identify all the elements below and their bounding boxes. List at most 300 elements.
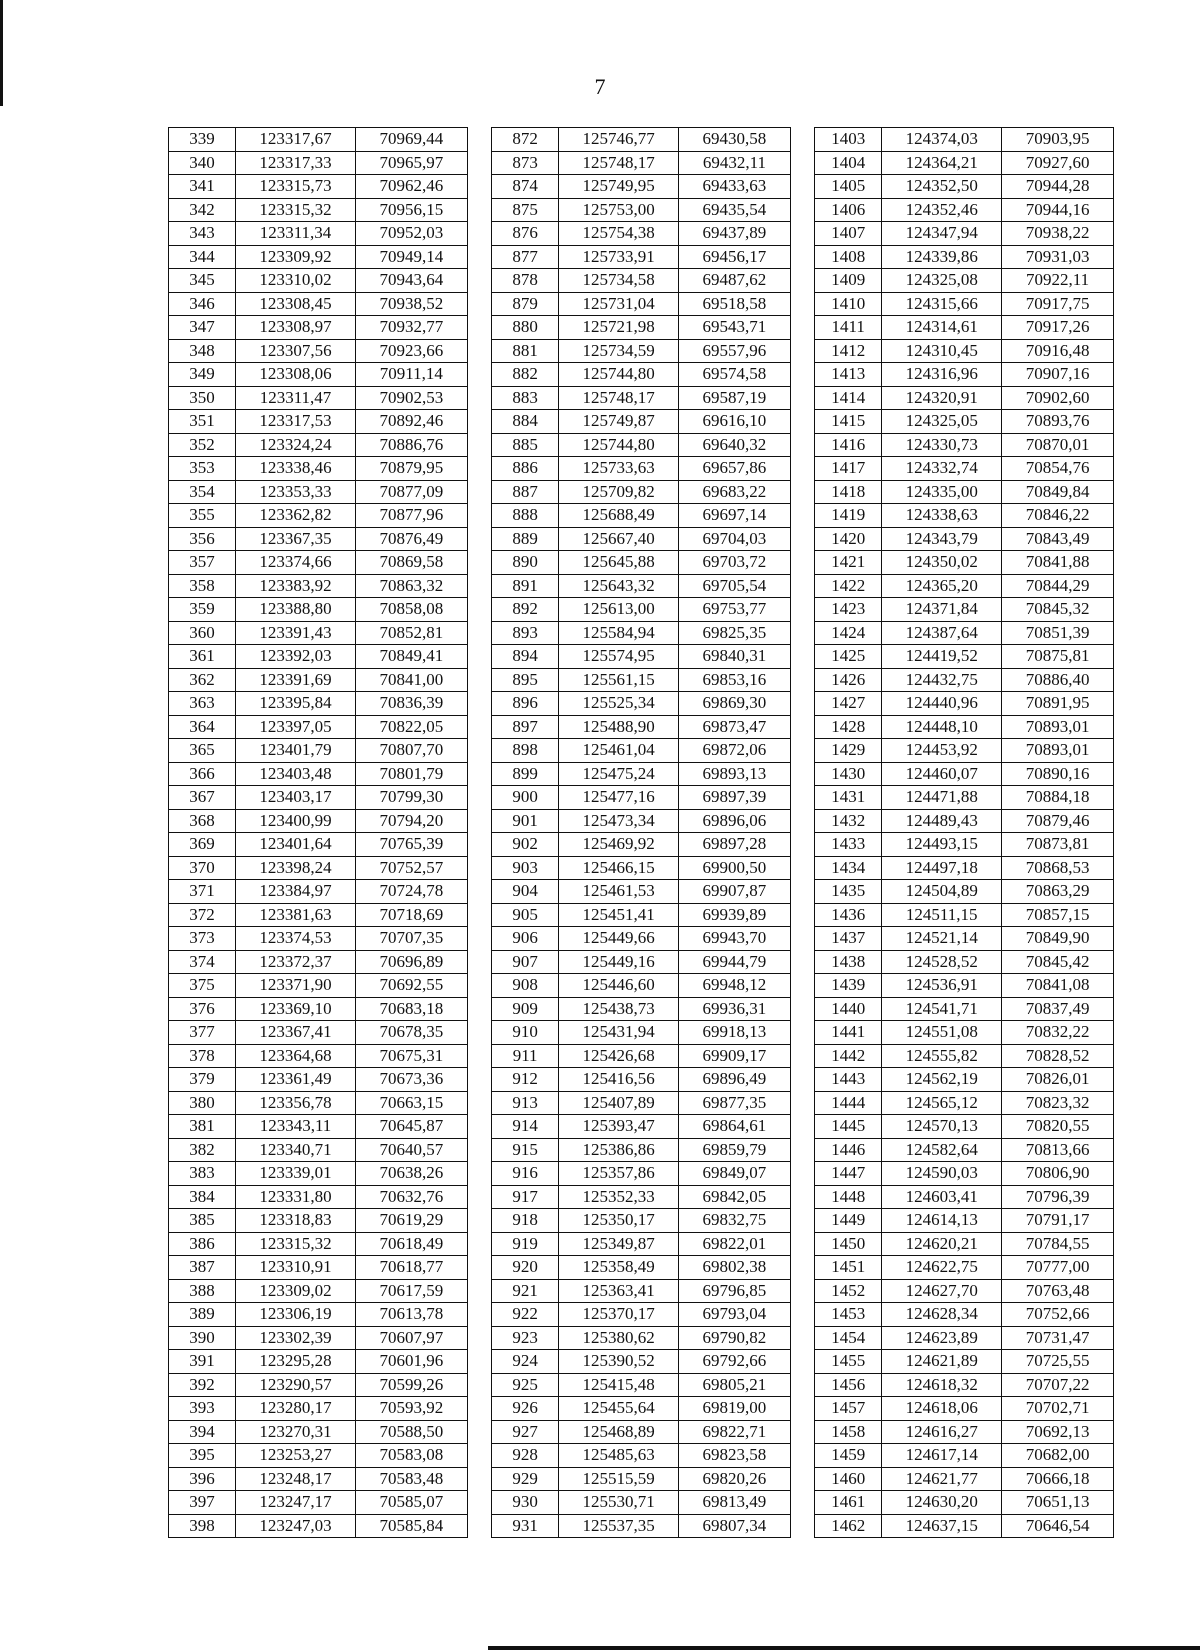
y-coordinate-cell: 69823,58 (679, 1444, 791, 1468)
point-number-cell: 1444 (815, 1091, 882, 1115)
column-group-separator (467, 433, 491, 457)
x-coordinate-cell: 125515,59 (559, 1467, 679, 1491)
y-coordinate-cell: 69819,00 (679, 1397, 791, 1421)
point-number-cell: 1406 (815, 198, 882, 222)
column-group-separator (467, 222, 491, 246)
y-coordinate-cell: 70849,84 (1002, 480, 1114, 504)
column-group-separator (790, 1326, 814, 1350)
column-group-separator (467, 1491, 491, 1515)
y-coordinate-cell: 70875,81 (1002, 645, 1114, 669)
y-coordinate-cell: 70777,00 (1002, 1256, 1114, 1280)
column-group-separator (467, 1444, 491, 1468)
y-coordinate-cell: 70618,49 (355, 1232, 467, 1256)
column-group-separator (467, 809, 491, 833)
column-group-separator (790, 339, 814, 363)
point-number-cell: 375 (169, 974, 236, 998)
x-coordinate-cell: 124364,21 (882, 151, 1002, 175)
point-number-cell: 1411 (815, 316, 882, 340)
column-group-separator (790, 1115, 814, 1139)
point-number-cell: 341 (169, 175, 236, 199)
y-coordinate-cell: 69822,71 (679, 1420, 791, 1444)
column-group-separator (467, 363, 491, 387)
x-coordinate-cell: 124616,27 (882, 1420, 1002, 1444)
y-coordinate-cell: 69893,13 (679, 762, 791, 786)
point-number-cell: 1420 (815, 527, 882, 551)
y-coordinate-cell: 70696,89 (355, 950, 467, 974)
point-number-cell: 898 (492, 739, 559, 763)
point-number-cell: 355 (169, 504, 236, 528)
point-number-cell: 901 (492, 809, 559, 833)
point-number-cell: 1417 (815, 457, 882, 481)
y-coordinate-cell: 69587,19 (679, 386, 791, 410)
point-number-cell: 378 (169, 1044, 236, 1068)
point-number-cell: 391 (169, 1350, 236, 1374)
x-coordinate-cell: 125525,34 (559, 692, 679, 716)
point-number-cell: 876 (492, 222, 559, 246)
point-number-cell: 398 (169, 1514, 236, 1538)
point-number-cell: 1431 (815, 786, 882, 810)
x-coordinate-cell: 124332,74 (882, 457, 1002, 481)
y-coordinate-cell: 70841,00 (355, 668, 467, 692)
x-coordinate-cell: 125709,82 (559, 480, 679, 504)
point-number-cell: 1405 (815, 175, 882, 199)
x-coordinate-cell: 125613,00 (559, 598, 679, 622)
y-coordinate-cell: 70794,20 (355, 809, 467, 833)
point-number-cell: 904 (492, 880, 559, 904)
x-coordinate-cell: 124489,43 (882, 809, 1002, 833)
y-coordinate-cell: 70927,60 (1002, 151, 1114, 175)
point-number-cell: 347 (169, 316, 236, 340)
y-coordinate-cell: 70682,00 (1002, 1444, 1114, 1468)
column-group-separator (467, 856, 491, 880)
point-number-cell: 366 (169, 762, 236, 786)
y-coordinate-cell: 69435,54 (679, 198, 791, 222)
column-group-separator (467, 950, 491, 974)
column-group-separator (790, 1091, 814, 1115)
y-coordinate-cell: 70917,75 (1002, 292, 1114, 316)
column-group-separator (467, 1232, 491, 1256)
x-coordinate-cell: 125393,47 (559, 1115, 679, 1139)
y-coordinate-cell: 70858,08 (355, 598, 467, 622)
y-coordinate-cell: 70944,16 (1002, 198, 1114, 222)
y-coordinate-cell: 70870,01 (1002, 433, 1114, 457)
column-group-separator (790, 386, 814, 410)
column-group-separator (467, 386, 491, 410)
y-coordinate-cell: 69430,58 (679, 128, 791, 152)
y-coordinate-cell: 70599,26 (355, 1373, 467, 1397)
y-coordinate-cell: 70845,42 (1002, 950, 1114, 974)
column-group-separator (790, 1068, 814, 1092)
x-coordinate-cell: 124497,18 (882, 856, 1002, 880)
y-coordinate-cell: 70801,79 (355, 762, 467, 786)
column-group-separator (467, 457, 491, 481)
column-group-separator (467, 1256, 491, 1280)
column-group-separator (467, 974, 491, 998)
x-coordinate-cell: 123371,90 (236, 974, 356, 998)
column-group-separator (467, 480, 491, 504)
x-coordinate-cell: 123311,34 (236, 222, 356, 246)
x-coordinate-cell: 125475,24 (559, 762, 679, 786)
column-group-separator (467, 621, 491, 645)
y-coordinate-cell: 70678,35 (355, 1021, 467, 1045)
y-coordinate-cell: 70863,32 (355, 574, 467, 598)
x-coordinate-cell: 123315,32 (236, 1232, 356, 1256)
point-number-cell: 902 (492, 833, 559, 857)
table-row (169, 1138, 1114, 1162)
x-coordinate-cell: 125721,98 (559, 316, 679, 340)
table-row (169, 997, 1114, 1021)
column-group-separator (467, 762, 491, 786)
y-coordinate-cell: 69705,54 (679, 574, 791, 598)
y-coordinate-cell: 70938,22 (1002, 222, 1114, 246)
table-row (169, 1303, 1114, 1327)
y-coordinate-cell: 69807,34 (679, 1514, 791, 1538)
x-coordinate-cell: 125561,15 (559, 668, 679, 692)
y-coordinate-cell: 70618,77 (355, 1256, 467, 1280)
point-number-cell: 368 (169, 809, 236, 833)
y-coordinate-cell: 70806,90 (1002, 1162, 1114, 1186)
column-group-separator (790, 527, 814, 551)
column-group-separator (790, 1303, 814, 1327)
y-coordinate-cell: 70718,69 (355, 903, 467, 927)
x-coordinate-cell: 124620,21 (882, 1232, 1002, 1256)
table-row (169, 551, 1114, 575)
point-number-cell: 1403 (815, 128, 882, 152)
point-number-cell: 350 (169, 386, 236, 410)
x-coordinate-cell: 123315,32 (236, 198, 356, 222)
table-row (169, 903, 1114, 927)
y-coordinate-cell: 69487,62 (679, 269, 791, 293)
x-coordinate-cell: 125734,59 (559, 339, 679, 363)
y-coordinate-cell: 70828,52 (1002, 1044, 1114, 1068)
point-number-cell: 896 (492, 692, 559, 716)
x-coordinate-cell: 123247,17 (236, 1491, 356, 1515)
x-coordinate-cell: 125468,89 (559, 1420, 679, 1444)
x-coordinate-cell: 125386,86 (559, 1138, 679, 1162)
column-group-separator (790, 598, 814, 622)
x-coordinate-cell: 125370,17 (559, 1303, 679, 1327)
y-coordinate-cell: 70962,46 (355, 175, 467, 199)
x-coordinate-cell: 124628,34 (882, 1303, 1002, 1327)
point-number-cell: 930 (492, 1491, 559, 1515)
y-coordinate-cell: 69793,04 (679, 1303, 791, 1327)
x-coordinate-cell: 123367,41 (236, 1021, 356, 1045)
column-group-separator (467, 1209, 491, 1233)
table-row (169, 269, 1114, 293)
x-coordinate-cell: 125584,94 (559, 621, 679, 645)
point-number-cell: 387 (169, 1256, 236, 1280)
point-number-cell: 374 (169, 950, 236, 974)
x-coordinate-cell: 123307,56 (236, 339, 356, 363)
point-number-cell: 1415 (815, 410, 882, 434)
y-coordinate-cell: 70923,66 (355, 339, 467, 363)
column-group-separator (467, 715, 491, 739)
y-coordinate-cell: 70965,97 (355, 151, 467, 175)
x-coordinate-cell: 124551,08 (882, 1021, 1002, 1045)
y-coordinate-cell: 70807,70 (355, 739, 467, 763)
y-coordinate-cell: 70707,35 (355, 927, 467, 951)
y-coordinate-cell: 70893,01 (1002, 739, 1114, 763)
y-coordinate-cell: 70820,55 (1002, 1115, 1114, 1139)
table-row (169, 621, 1114, 645)
x-coordinate-cell: 123253,27 (236, 1444, 356, 1468)
x-coordinate-cell: 124637,15 (882, 1514, 1002, 1538)
y-coordinate-cell: 69557,96 (679, 339, 791, 363)
column-group-separator (790, 457, 814, 481)
x-coordinate-cell: 123340,71 (236, 1138, 356, 1162)
column-group-separator (467, 1467, 491, 1491)
column-group-separator (790, 1444, 814, 1468)
table-row (169, 1044, 1114, 1068)
point-number-cell: 921 (492, 1279, 559, 1303)
y-coordinate-cell: 69944,79 (679, 950, 791, 974)
column-group-separator (467, 1279, 491, 1303)
x-coordinate-cell: 124335,00 (882, 480, 1002, 504)
x-coordinate-cell: 124603,41 (882, 1185, 1002, 1209)
table-row (169, 974, 1114, 998)
x-coordinate-cell: 123403,48 (236, 762, 356, 786)
point-number-cell: 351 (169, 410, 236, 434)
x-coordinate-cell: 123324,24 (236, 433, 356, 457)
column-group-separator (790, 1373, 814, 1397)
x-coordinate-cell: 123338,46 (236, 457, 356, 481)
x-coordinate-cell: 123309,92 (236, 245, 356, 269)
point-number-cell: 919 (492, 1232, 559, 1256)
y-coordinate-cell: 70651,13 (1002, 1491, 1114, 1515)
point-number-cell: 1410 (815, 292, 882, 316)
column-group-separator (467, 997, 491, 1021)
point-number-cell: 908 (492, 974, 559, 998)
point-number-cell: 905 (492, 903, 559, 927)
x-coordinate-cell: 124325,08 (882, 269, 1002, 293)
x-coordinate-cell: 123367,35 (236, 527, 356, 551)
point-number-cell: 1426 (815, 668, 882, 692)
point-number-cell: 907 (492, 950, 559, 974)
point-number-cell: 380 (169, 1091, 236, 1115)
x-coordinate-cell: 125416,56 (559, 1068, 679, 1092)
y-coordinate-cell: 70932,77 (355, 316, 467, 340)
point-number-cell: 879 (492, 292, 559, 316)
point-number-cell: 1453 (815, 1303, 882, 1327)
x-coordinate-cell: 125466,15 (559, 856, 679, 880)
table-row (169, 809, 1114, 833)
column-group-separator (467, 645, 491, 669)
point-number-cell: 349 (169, 363, 236, 387)
y-coordinate-cell: 69543,71 (679, 316, 791, 340)
page-number: 7 (594, 74, 606, 99)
y-coordinate-cell: 69790,82 (679, 1326, 791, 1350)
table-row (169, 410, 1114, 434)
y-coordinate-cell: 70886,40 (1002, 668, 1114, 692)
x-coordinate-cell: 124590,03 (882, 1162, 1002, 1186)
x-coordinate-cell: 123392,03 (236, 645, 356, 669)
x-coordinate-cell: 125431,94 (559, 1021, 679, 1045)
y-coordinate-cell: 69849,07 (679, 1162, 791, 1186)
y-coordinate-cell: 70784,55 (1002, 1232, 1114, 1256)
y-coordinate-cell: 70666,18 (1002, 1467, 1114, 1491)
column-group-separator (790, 1420, 814, 1444)
x-coordinate-cell: 125358,49 (559, 1256, 679, 1280)
column-group-separator (790, 245, 814, 269)
y-coordinate-cell: 70869,58 (355, 551, 467, 575)
table-row (169, 1491, 1114, 1515)
x-coordinate-cell: 125352,33 (559, 1185, 679, 1209)
point-number-cell: 872 (492, 128, 559, 152)
x-coordinate-cell: 125477,16 (559, 786, 679, 810)
point-number-cell: 880 (492, 316, 559, 340)
point-number-cell: 897 (492, 715, 559, 739)
y-coordinate-cell: 69873,47 (679, 715, 791, 739)
x-coordinate-cell: 123310,02 (236, 269, 356, 293)
x-coordinate-cell: 124440,96 (882, 692, 1002, 716)
column-group-separator (790, 739, 814, 763)
y-coordinate-cell: 70843,49 (1002, 527, 1114, 551)
table-row (169, 598, 1114, 622)
y-coordinate-cell: 70646,54 (1002, 1514, 1114, 1538)
column-group-separator (467, 175, 491, 199)
point-number-cell: 1455 (815, 1350, 882, 1374)
y-coordinate-cell: 70585,84 (355, 1514, 467, 1538)
y-coordinate-cell: 70836,39 (355, 692, 467, 716)
y-coordinate-cell: 70640,57 (355, 1138, 467, 1162)
column-group-separator (790, 551, 814, 575)
table-row (169, 856, 1114, 880)
x-coordinate-cell: 124521,14 (882, 927, 1002, 951)
y-coordinate-cell: 69437,89 (679, 222, 791, 246)
x-coordinate-cell: 123391,69 (236, 668, 356, 692)
table-row (169, 668, 1114, 692)
y-coordinate-cell: 69805,21 (679, 1373, 791, 1397)
point-number-cell: 343 (169, 222, 236, 246)
column-group-separator (790, 1350, 814, 1374)
column-group-separator (790, 645, 814, 669)
x-coordinate-cell: 125746,77 (559, 128, 679, 152)
y-coordinate-cell: 69939,89 (679, 903, 791, 927)
table-row (169, 128, 1114, 152)
x-coordinate-cell: 123388,80 (236, 598, 356, 622)
x-coordinate-cell: 124448,10 (882, 715, 1002, 739)
y-coordinate-cell: 70902,60 (1002, 386, 1114, 410)
column-group-separator (790, 1491, 814, 1515)
x-coordinate-cell: 125733,63 (559, 457, 679, 481)
column-group-separator (790, 1162, 814, 1186)
y-coordinate-cell: 70884,18 (1002, 786, 1114, 810)
x-coordinate-cell: 124387,64 (882, 621, 1002, 645)
point-number-cell: 344 (169, 245, 236, 269)
scan-edge-mark-bottom (488, 1646, 1200, 1650)
x-coordinate-cell: 123295,28 (236, 1350, 356, 1374)
point-number-cell: 888 (492, 504, 559, 528)
y-coordinate-cell: 70638,26 (355, 1162, 467, 1186)
point-number-cell: 1447 (815, 1162, 882, 1186)
y-coordinate-cell: 70893,76 (1002, 410, 1114, 434)
point-number-cell: 1437 (815, 927, 882, 951)
x-coordinate-cell: 124570,13 (882, 1115, 1002, 1139)
point-number-cell: 900 (492, 786, 559, 810)
table-row (169, 457, 1114, 481)
point-number-cell: 365 (169, 739, 236, 763)
point-number-cell: 1459 (815, 1444, 882, 1468)
y-coordinate-cell: 70731,47 (1002, 1326, 1114, 1350)
column-group-separator (467, 151, 491, 175)
x-coordinate-cell: 125449,66 (559, 927, 679, 951)
x-coordinate-cell: 123318,83 (236, 1209, 356, 1233)
table-row (169, 1373, 1114, 1397)
point-number-cell: 373 (169, 927, 236, 951)
point-number-cell: 1423 (815, 598, 882, 622)
column-group-separator (467, 1044, 491, 1068)
column-group-separator (790, 692, 814, 716)
point-number-cell: 1456 (815, 1373, 882, 1397)
table-row (169, 927, 1114, 951)
table-row (169, 1209, 1114, 1233)
x-coordinate-cell: 125461,04 (559, 739, 679, 763)
point-number-cell: 884 (492, 410, 559, 434)
x-coordinate-cell: 123401,64 (236, 833, 356, 857)
x-coordinate-cell: 123374,66 (236, 551, 356, 575)
y-coordinate-cell: 69640,32 (679, 433, 791, 457)
point-number-cell: 383 (169, 1162, 236, 1186)
y-coordinate-cell: 69842,05 (679, 1185, 791, 1209)
y-coordinate-cell: 70583,08 (355, 1444, 467, 1468)
column-group-separator (467, 598, 491, 622)
x-coordinate-cell: 125380,62 (559, 1326, 679, 1350)
y-coordinate-cell: 69897,28 (679, 833, 791, 857)
y-coordinate-cell: 69869,30 (679, 692, 791, 716)
column-group-separator (467, 833, 491, 857)
column-group-separator (790, 1044, 814, 1068)
column-group-separator (790, 128, 814, 152)
y-coordinate-cell: 70832,22 (1002, 1021, 1114, 1045)
x-coordinate-cell: 123397,05 (236, 715, 356, 739)
y-coordinate-cell: 70841,88 (1002, 551, 1114, 575)
column-group-separator (467, 786, 491, 810)
x-coordinate-cell: 124621,89 (882, 1350, 1002, 1374)
x-coordinate-cell: 123372,37 (236, 950, 356, 974)
point-number-cell: 1412 (815, 339, 882, 363)
point-number-cell: 920 (492, 1256, 559, 1280)
x-coordinate-cell: 125363,41 (559, 1279, 679, 1303)
table-row (169, 222, 1114, 246)
point-number-cell: 1433 (815, 833, 882, 857)
y-coordinate-cell: 69433,63 (679, 175, 791, 199)
point-number-cell: 912 (492, 1068, 559, 1092)
column-group-separator (790, 269, 814, 293)
table-row (169, 1279, 1114, 1303)
point-number-cell: 360 (169, 621, 236, 645)
point-number-cell: 1442 (815, 1044, 882, 1068)
x-coordinate-cell: 124343,79 (882, 527, 1002, 551)
x-coordinate-cell: 124325,05 (882, 410, 1002, 434)
column-group-separator (790, 786, 814, 810)
y-coordinate-cell: 70841,08 (1002, 974, 1114, 998)
x-coordinate-cell: 124617,14 (882, 1444, 1002, 1468)
column-group-separator (790, 175, 814, 199)
x-coordinate-cell: 125733,91 (559, 245, 679, 269)
x-coordinate-cell: 123247,03 (236, 1514, 356, 1538)
table-row (169, 1232, 1114, 1256)
point-number-cell: 878 (492, 269, 559, 293)
y-coordinate-cell: 70879,95 (355, 457, 467, 481)
x-coordinate-cell: 124350,02 (882, 551, 1002, 575)
y-coordinate-cell: 69872,06 (679, 739, 791, 763)
column-group-separator (790, 809, 814, 833)
x-coordinate-cell: 124623,89 (882, 1326, 1002, 1350)
x-coordinate-cell: 124419,52 (882, 645, 1002, 669)
point-number-cell: 370 (169, 856, 236, 880)
point-number-cell: 390 (169, 1326, 236, 1350)
point-number-cell: 1438 (815, 950, 882, 974)
